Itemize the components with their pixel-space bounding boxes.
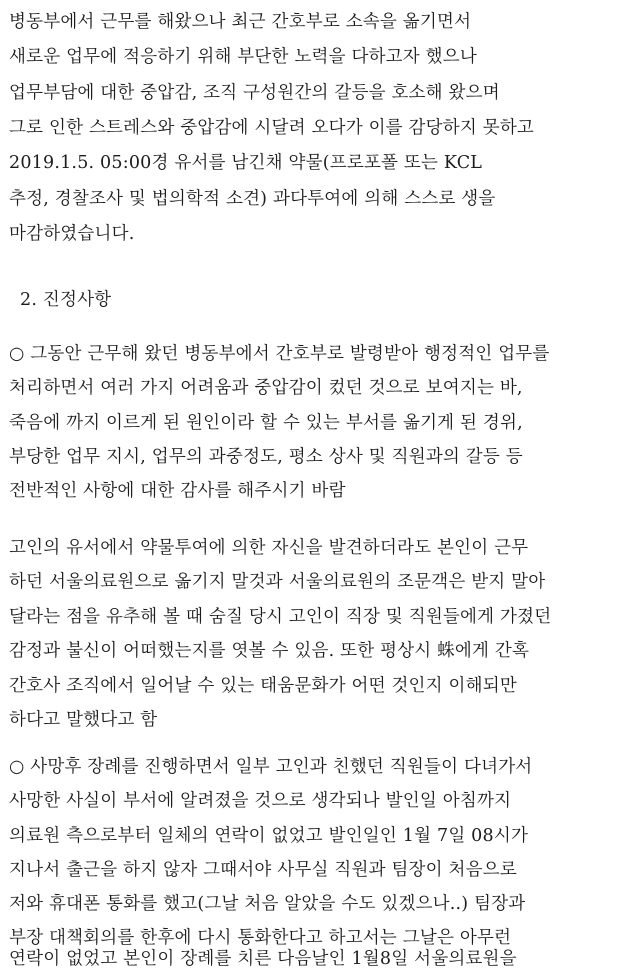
intro-line-7: 마감하였습니다. bbox=[9, 224, 135, 244]
item1-line-5: 전반적인 사항에 대한 감사를 해주시기 바람 bbox=[9, 481, 346, 501]
item2-line-3: 의료원 측으로부터 일체의 연락이 없었고 발인일인 1월 7일 08시가 bbox=[9, 826, 529, 846]
intro-line-3: 업무부담에 대한 중압감, 조직 구성원간의 갈등을 호소해 왔으며 bbox=[9, 83, 500, 103]
intro-line-4: 그로 인한 스트레스와 중압감에 시달려 오다가 이를 감당하지 못하고 bbox=[9, 118, 535, 138]
paragraph2-line-3: 달라는 점을 유추해 볼 때 숨질 당시 고인이 직장 및 직원들에게 가졌던 bbox=[9, 607, 552, 627]
item1-line-1: ○ 그동안 근무해 왔던 병동부에서 간호부로 발령받아 행정적인 업무를 bbox=[9, 344, 550, 364]
item1-line-4: 부당한 업무 지시, 업무의 과중정도, 평소 상사 및 직원과의 갈등 등 bbox=[9, 447, 523, 467]
paragraph2-line-4: 감정과 불신이 어떠했는지를 엿볼 수 있음. 또한 평상시 蛛에게 간혹 bbox=[9, 641, 530, 661]
paragraph2-line-2: 하던 서울의료원으로 옮기지 말것과 서울의료원의 조문객은 받지 말아 bbox=[9, 572, 546, 592]
intro-line-6: 추정, 경찰조사 및 법의학적 소견) 과다투여에 의해 스스로 생을 bbox=[9, 189, 496, 209]
item2-line-6: 부장 대책회의를 한후에 다시 통화한다고 하고서는 그날은 아무런 bbox=[9, 928, 512, 948]
intro-line-1: 병동부에서 근무를 해왔으나 최근 간호부로 소속을 옮기면서 bbox=[9, 12, 472, 32]
item2-line-5: 저와 휴대폰 통화를 했고(그날 처음 알았을 수도 있겠으나..) 팀장과 bbox=[9, 894, 526, 914]
intro-line-5: 2019.1.5. 05:00경 유서를 남긴채 약물(프로포폴 또는 KCL bbox=[9, 153, 483, 173]
paragraph2-line-5: 간호사 조직에서 일어날 수 있는 태움문화가 어떤 것인지 이해되만 bbox=[9, 676, 517, 696]
paragraph2-line-6: 하다고 말했다고 함 bbox=[9, 710, 158, 730]
item1-line-2: 처리하면서 여러 가지 어려움과 중압감이 컸던 것으로 보여지는 바, bbox=[9, 378, 523, 398]
item2-line-2: 사망한 사실이 부서에 알려졌을 것으로 생각되나 발인일 아침까지 bbox=[9, 791, 512, 811]
item1-line-3: 죽음에 까지 이르게 된 원인이라 할 수 있는 부서를 옮기게 된 경위, bbox=[9, 413, 523, 433]
intro-line-2: 새로운 업무에 적응하기 위해 부단한 노력을 다하고자 했으나 bbox=[9, 47, 477, 67]
item2-line-4: 지나서 출근을 하지 않자 그때서야 사무실 직원과 팀장이 처음으로 bbox=[9, 860, 517, 880]
item2-line-1: ○ 사망후 장례를 진행하면서 일부 고인과 친했던 직원들이 다녀가서 bbox=[9, 757, 533, 777]
item2-line-7: 연락이 없었고 본인이 장례를 치른 다음날인 1월8일 서울의료원을 bbox=[9, 949, 517, 969]
paragraph2-line-1: 고인의 유서에서 약물투여에 의한 자신을 발견하더라도 본인이 근무 bbox=[9, 538, 529, 558]
section-heading: 2. 진정사항 bbox=[20, 290, 112, 310]
